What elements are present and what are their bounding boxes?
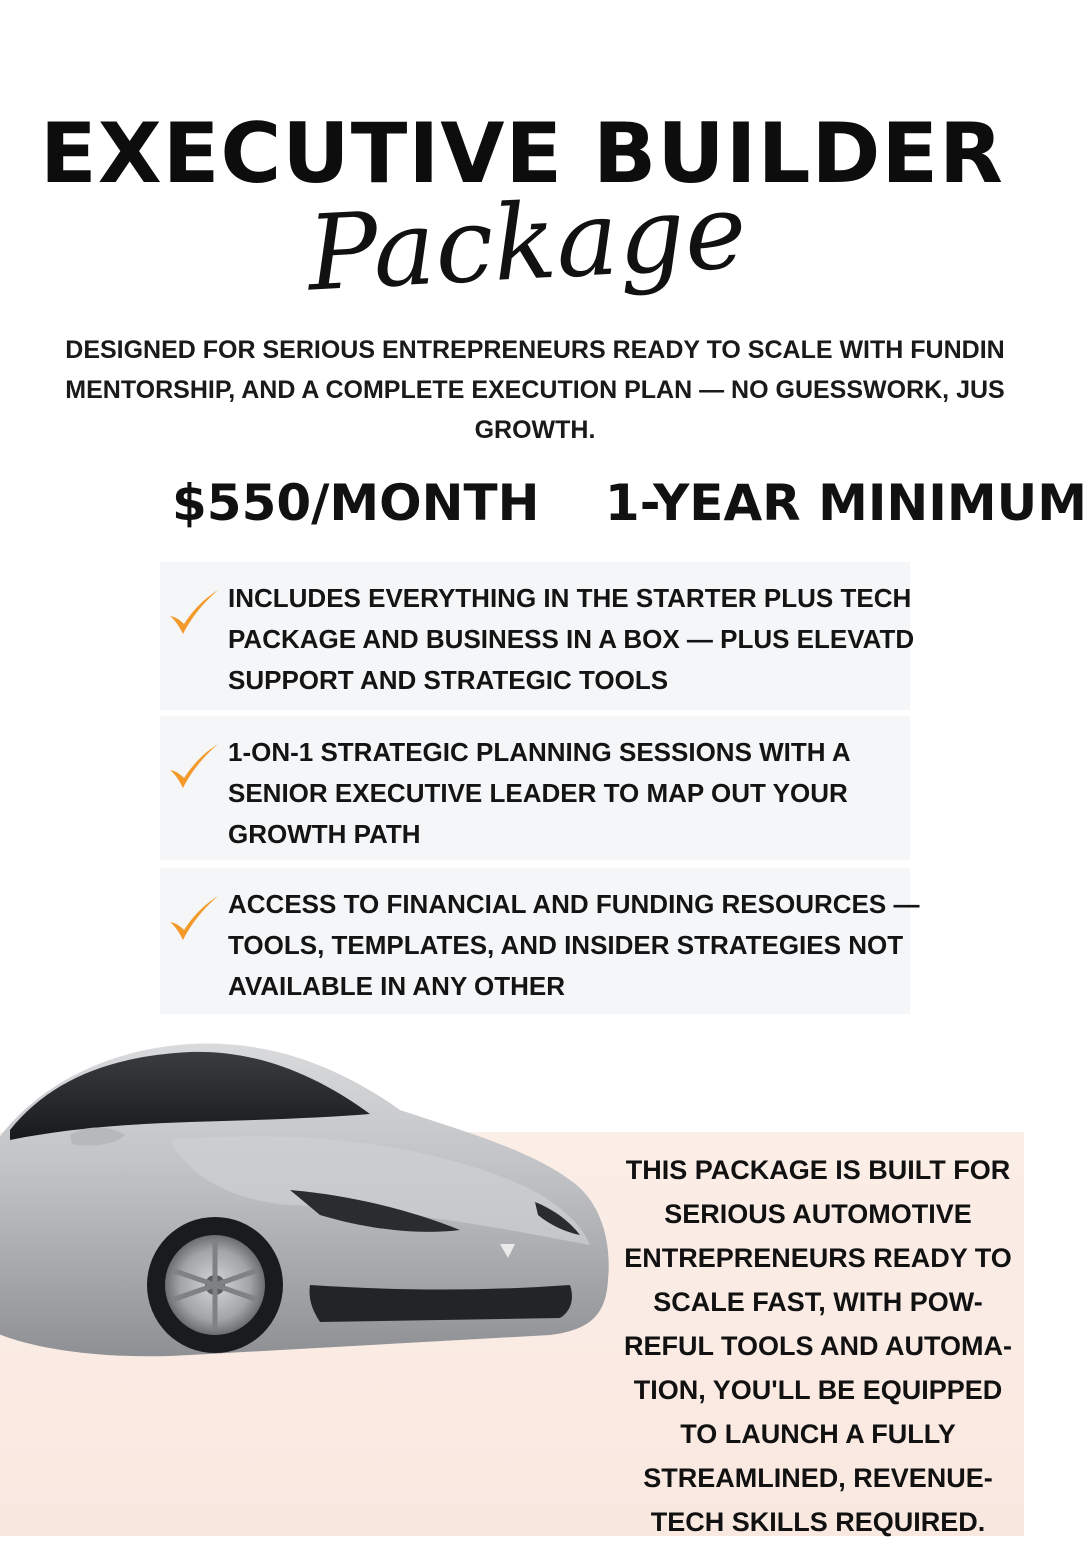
feature-text [228,732,908,855]
closing-line: ENTREPRENEURS READY TO [624,1243,1012,1273]
feature-line: 1-ON-1 STRATEGIC PLANNING SESSIONS WITH A [228,737,851,767]
closing-text [612,1148,1024,1544]
checkmark-icon [166,740,222,796]
script-subtitle: Package [304,169,750,315]
feature-text [228,578,915,701]
intro-line: GROWTH. [474,416,596,444]
closing-line: TECH SKILLS REQUIRED. [650,1507,986,1537]
closing-line: REFUL TOOLS AND AUTOMA- [624,1331,1012,1361]
intro-text [60,330,1010,450]
closing-line: STREAMLINED, REVENUE- [643,1463,993,1493]
closing-line: SERIOUS AUTOMOTIVE [664,1199,972,1229]
feature-line: ACCESS TO FINANCIAL AND FUNDING RESOURCES — [228,889,920,919]
feature-card [160,716,910,860]
closing-line: TION, YOU'LL BE EQUIPPED [633,1375,1003,1405]
feature-line: SENIOR EXECUTIVE LEADER TO MAP OUT YOUR [228,778,848,808]
feature-line: SUPPORT AND STRATEGIC TOOLS [228,665,669,695]
feature-line: INCLUDES EVERYTHING IN THE STARTER PLUS TECH [228,583,912,613]
closing-line: THIS PACKAGE IS BUILT FOR [625,1155,1011,1185]
checkmark-icon [166,892,222,948]
term-label: 1-YEAR MINIMUM [604,474,1087,532]
feature-card [160,868,920,1014]
price-label: $550/MONTH [172,474,540,532]
feature-line: AVAILABLE IN ANY OTHER [228,971,566,1001]
feature-line: GROWTH PATH [228,819,421,849]
intro-line: DESIGNED FOR SERIOUS ENTREPRENEURS READY TO SCALE WITH FUNDIN [65,336,1005,364]
silver-sedan-car-illustration [0,1030,620,1390]
closing-line: SCALE FAST, WITH POW- [653,1287,983,1317]
feature-line: TOOLS, TEMPLATES, AND INSIDER STRATEGIES NOT [228,930,904,960]
checkmark-icon [166,586,222,642]
feature-card [160,562,915,710]
feature-text [228,884,920,1007]
intro-line: MENTORSHIP, AND A COMPLETE EXECUTION PLAN — NO GUESSWORK, JUS [65,376,1005,404]
page-title: EXECUTIVE BUILDER [40,105,1004,202]
pricing-row [172,470,1087,536]
feature-line: PACKAGE AND BUSINESS IN A BOX — PLUS ELEVATD [228,624,915,654]
closing-line: TO LAUNCH A FULLY [680,1419,956,1449]
